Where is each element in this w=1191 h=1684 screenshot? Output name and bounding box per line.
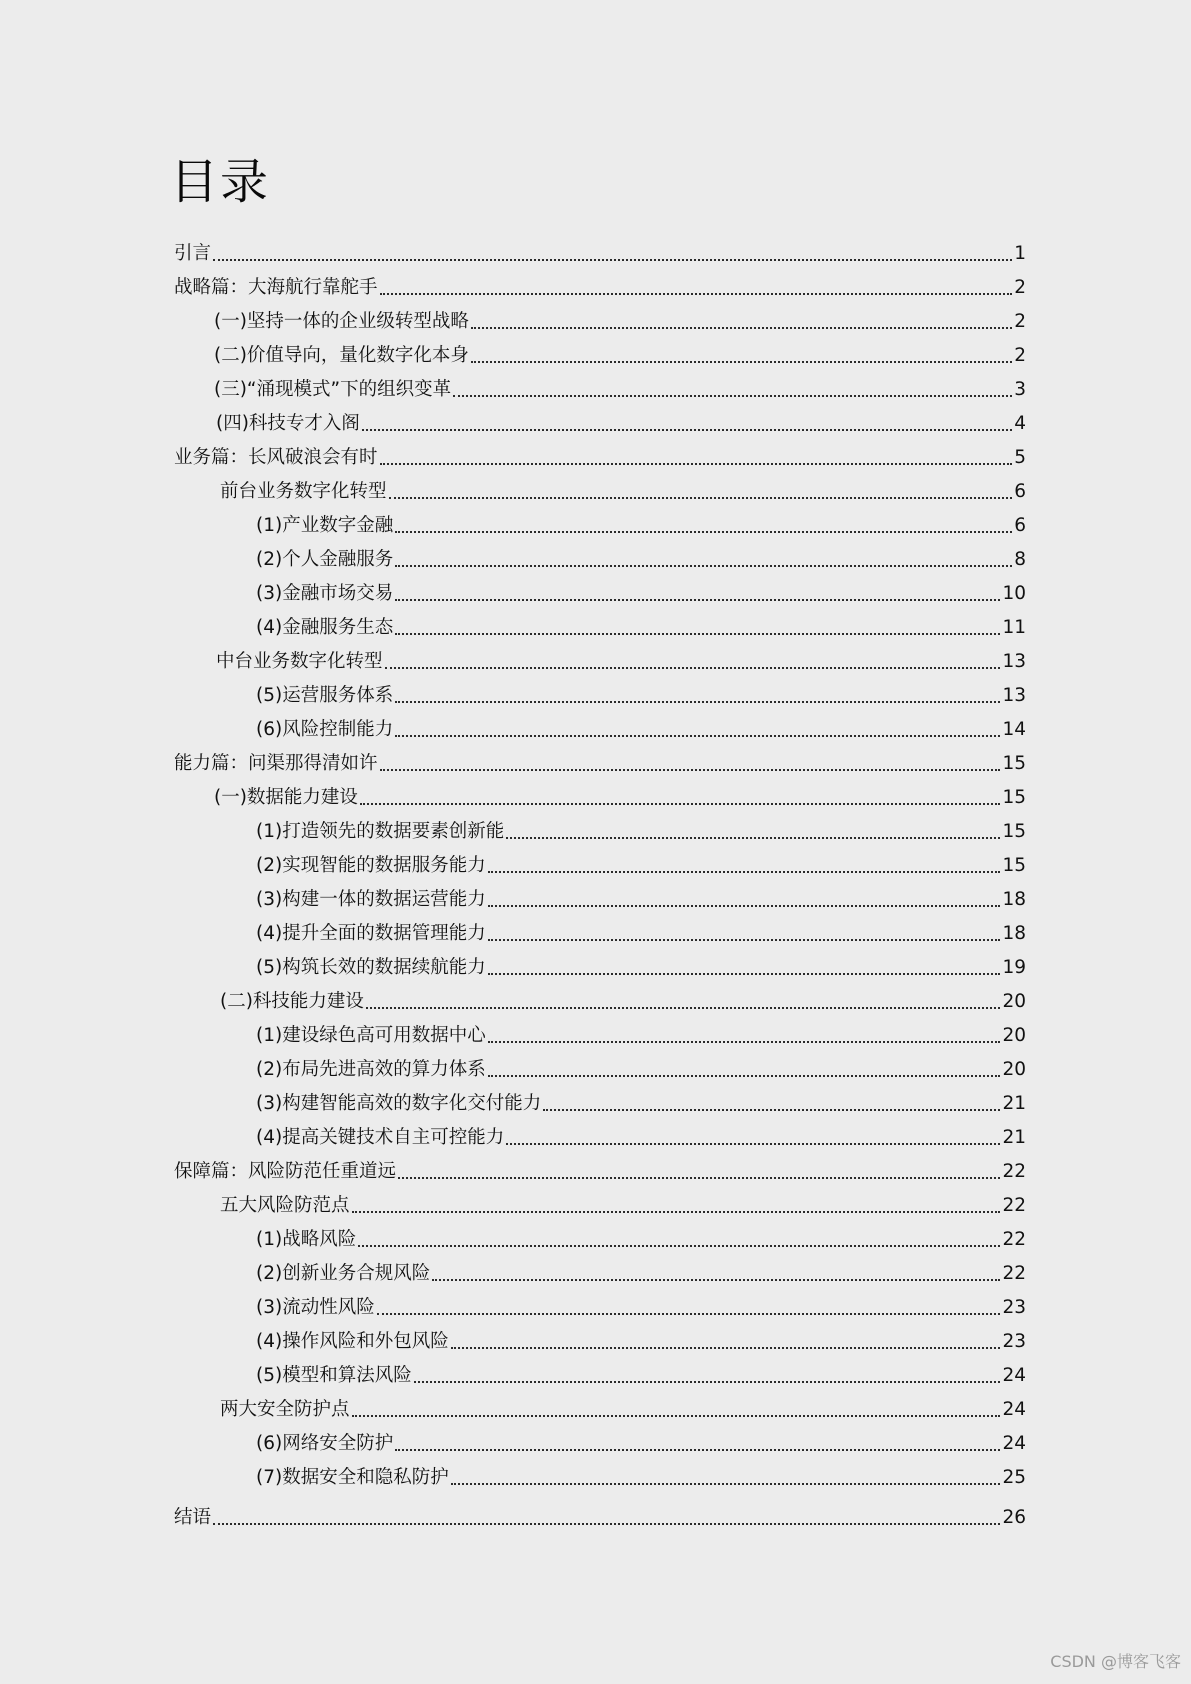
toc-entry-title: (3)构建智能高效的数字化交付能力 — [256, 1093, 542, 1114]
toc-entry[interactable] — [216, 412, 1026, 436]
toc-entry-page-number: 2 — [1014, 277, 1026, 298]
toc-entry[interactable] — [214, 344, 1026, 368]
dot-leader — [395, 531, 1012, 533]
dot-leader — [488, 905, 1001, 907]
toc-entry[interactable] — [174, 752, 1026, 776]
toc-entry-page-number: 13 — [1002, 651, 1026, 672]
toc-entry[interactable] — [256, 514, 1026, 538]
toc-entry-page-number: 24 — [1002, 1399, 1026, 1420]
dot-leader — [213, 259, 1012, 261]
toc-entry[interactable] — [256, 956, 1026, 980]
toc-entry-page-number: 26 — [1002, 1507, 1026, 1528]
toc-entry-title: 两大安全防护点 — [220, 1399, 350, 1420]
dot-leader — [451, 1483, 1001, 1485]
toc-entry[interactable] — [174, 1160, 1026, 1184]
toc-entry[interactable] — [256, 1296, 1026, 1320]
toc-entry[interactable] — [174, 446, 1026, 470]
dot-leader — [352, 1415, 1001, 1417]
dot-leader — [471, 327, 1012, 329]
toc-entry[interactable] — [174, 242, 1026, 266]
toc-entry-page-number: 2 — [1014, 311, 1026, 332]
dot-leader — [385, 667, 1001, 669]
toc-entry[interactable] — [256, 922, 1026, 946]
toc-entry-page-number: 14 — [1002, 719, 1026, 740]
toc-entry-page-number: 19 — [1002, 957, 1026, 978]
toc-entry-title: (3)金融市场交易 — [256, 583, 394, 604]
toc-entry-title: (6)风险控制能力 — [256, 719, 394, 740]
toc-entry-page-number: 22 — [1002, 1229, 1026, 1250]
toc-entry-page-number: 15 — [1002, 787, 1026, 808]
dot-leader — [380, 293, 1013, 295]
dot-leader — [453, 395, 1012, 397]
toc-entry[interactable] — [220, 1398, 1026, 1422]
toc-entry[interactable] — [256, 1228, 1026, 1252]
toc-entry-title: (4)提升全面的数据管理能力 — [256, 923, 486, 944]
toc-entry[interactable] — [256, 1092, 1026, 1116]
toc-entry-page-number: 2 — [1014, 345, 1026, 366]
dot-leader — [398, 1177, 1000, 1179]
toc-entry-page-number: 5 — [1014, 447, 1026, 468]
toc-entry[interactable] — [174, 1506, 1026, 1530]
toc-entry-title: (二)科技能力建设 — [220, 991, 364, 1012]
toc-entry[interactable] — [256, 582, 1026, 606]
toc-entry-title: (一)数据能力建设 — [214, 787, 358, 808]
toc-entry-page-number: 25 — [1002, 1467, 1026, 1488]
dot-leader — [506, 1143, 1000, 1145]
toc-entry[interactable] — [220, 1194, 1026, 1218]
toc-entry-title: (1)战略风险 — [256, 1229, 357, 1250]
toc-entry-title: (三)“涌现模式”下的组织变革 — [214, 379, 452, 400]
dot-leader — [543, 1109, 1000, 1111]
toc-entry-page-number: 24 — [1002, 1365, 1026, 1386]
dot-leader — [488, 871, 1001, 873]
toc-entry-title: (5)运营服务体系 — [256, 685, 394, 706]
toc-entry[interactable] — [256, 1024, 1026, 1048]
toc-entry-page-number: 22 — [1002, 1263, 1026, 1284]
toc-entry[interactable] — [256, 684, 1026, 708]
toc-entry-page-number: 10 — [1002, 583, 1026, 604]
toc-entry-title: (4)提高关键技术自主可控能力 — [256, 1127, 505, 1148]
toc-entry-title: (5)构筑长效的数据续航能力 — [256, 957, 486, 978]
toc-entry-page-number: 8 — [1014, 549, 1026, 570]
toc-entry-title: 中台业务数字化转型 — [216, 651, 383, 672]
toc-entry-page-number: 18 — [1002, 889, 1026, 910]
dot-leader — [451, 1347, 1001, 1349]
toc-entry-page-number: 18 — [1002, 923, 1026, 944]
dot-leader — [360, 803, 1001, 805]
toc-entry-page-number: 11 — [1002, 617, 1026, 638]
dot-leader — [380, 769, 1001, 771]
toc-entry-title: (一)坚持一体的企业级转型战略 — [214, 311, 469, 332]
toc-entry[interactable] — [256, 854, 1026, 878]
toc-entry-page-number: 22 — [1002, 1161, 1026, 1182]
dot-leader — [213, 1523, 1000, 1525]
toc-entry-title: (1)打造领先的数据要素创新能 — [256, 821, 505, 842]
dot-leader — [506, 837, 1000, 839]
toc-entry-title: (2)创新业务合规风险 — [256, 1263, 431, 1284]
dot-leader — [395, 735, 1000, 737]
toc-entry[interactable] — [256, 718, 1026, 742]
toc-entry-title: (6)网络安全防护 — [256, 1433, 394, 1454]
toc-entry-title: 结语 — [174, 1507, 212, 1528]
toc-entry[interactable] — [214, 378, 1026, 402]
dot-leader — [471, 361, 1012, 363]
dot-leader — [395, 701, 1000, 703]
toc-entry[interactable] — [256, 1330, 1026, 1354]
toc-entry[interactable] — [256, 1058, 1026, 1082]
dot-leader — [395, 565, 1012, 567]
toc-entry-title: (二)价值导向，量化数字化本身 — [214, 345, 469, 366]
toc-entry-page-number: 6 — [1014, 481, 1026, 502]
dot-leader — [488, 939, 1001, 941]
toc-entry[interactable] — [256, 1126, 1026, 1150]
toc-entry-title: 战略篇：大海航行靠舵手 — [174, 277, 378, 298]
toc-entry-page-number: 15 — [1002, 855, 1026, 876]
toc-entry-title: (四)科技专才入阁 — [216, 413, 360, 434]
dot-leader — [389, 497, 1013, 499]
dot-leader — [488, 1075, 1001, 1077]
dot-leader — [414, 1381, 1001, 1383]
toc-entry[interactable] — [220, 480, 1026, 504]
dot-leader — [366, 1007, 1001, 1009]
toc-entry[interactable] — [256, 616, 1026, 640]
toc-entry-title: (2)布局先进高效的算力体系 — [256, 1059, 486, 1080]
toc-entry-page-number: 20 — [1002, 1025, 1026, 1046]
toc-entry-page-number: 13 — [1002, 685, 1026, 706]
dot-leader — [358, 1245, 1000, 1247]
toc-entry-title: (7)数据安全和隐私防护 — [256, 1467, 449, 1488]
toc-entry[interactable] — [216, 650, 1026, 674]
toc-entry-title: (1)建设绿色高可用数据中心 — [256, 1025, 486, 1046]
dot-leader — [377, 1313, 1001, 1315]
page-title: 目录 — [170, 154, 271, 210]
toc-entry-page-number: 21 — [1002, 1093, 1026, 1114]
dot-leader — [362, 429, 1012, 431]
toc-entry-page-number: 6 — [1014, 515, 1026, 536]
toc-entry-title: 保障篇：风险防范任重道远 — [174, 1161, 397, 1182]
toc-entry[interactable] — [256, 1364, 1026, 1388]
toc-entry[interactable] — [256, 548, 1026, 572]
toc-entry-page-number: 15 — [1002, 821, 1026, 842]
toc-entry-page-number: 21 — [1002, 1127, 1026, 1148]
toc-entry[interactable] — [220, 990, 1026, 1014]
toc-entry-page-number: 20 — [1002, 1059, 1026, 1080]
dot-leader — [395, 599, 1000, 601]
toc-entry-page-number: 22 — [1002, 1195, 1026, 1216]
toc-entry-title: (2)个人金融服务 — [256, 549, 394, 570]
toc-entry-title: (5)模型和算法风险 — [256, 1365, 412, 1386]
toc-entry-title: 引言 — [174, 243, 212, 264]
toc-entry[interactable] — [256, 1432, 1026, 1456]
toc-entry-page-number: 1 — [1014, 243, 1026, 264]
toc-entry-title: (3)流动性风险 — [256, 1297, 375, 1318]
toc-entry-page-number: 15 — [1002, 753, 1026, 774]
toc-entry-title: (4)金融服务生态 — [256, 617, 394, 638]
dot-leader — [488, 1041, 1001, 1043]
toc-entry-title: (2)实现智能的数据服务能力 — [256, 855, 486, 876]
toc-entry-page-number: 23 — [1002, 1297, 1026, 1318]
dot-leader — [395, 633, 1000, 635]
toc-entry-page-number: 4 — [1014, 413, 1026, 434]
dot-leader — [352, 1211, 1001, 1213]
toc-entry-title: (4)操作风险和外包风险 — [256, 1331, 449, 1352]
toc-entry-title: 五大风险防范点 — [220, 1195, 350, 1216]
toc-entry-title: 能力篇：问渠那得清如许 — [174, 753, 378, 774]
toc-entry[interactable] — [256, 820, 1026, 844]
watermark: CSDN @博客飞客 — [1050, 1652, 1181, 1671]
toc-entry-page-number: 23 — [1002, 1331, 1026, 1352]
toc-entry[interactable] — [214, 786, 1026, 810]
toc-entry-title: (1)产业数字金融 — [256, 515, 394, 536]
toc-entry-page-number: 3 — [1014, 379, 1026, 400]
toc-entry[interactable] — [214, 310, 1026, 334]
dot-leader — [380, 463, 1013, 465]
toc-entry-title: 业务篇：长风破浪会有时 — [174, 447, 378, 468]
toc-entry-title: (3)构建一体的数据运营能力 — [256, 889, 486, 910]
toc-entry-page-number: 24 — [1002, 1433, 1026, 1454]
toc-entry[interactable] — [256, 888, 1026, 912]
toc-entry[interactable] — [256, 1466, 1026, 1490]
dot-leader — [432, 1279, 1000, 1281]
toc-entry-title: 前台业务数字化转型 — [220, 481, 387, 502]
toc-entry[interactable] — [256, 1262, 1026, 1286]
toc-entry-page-number: 20 — [1002, 991, 1026, 1012]
toc-entry[interactable] — [174, 276, 1026, 300]
dot-leader — [395, 1449, 1000, 1451]
dot-leader — [488, 973, 1001, 975]
